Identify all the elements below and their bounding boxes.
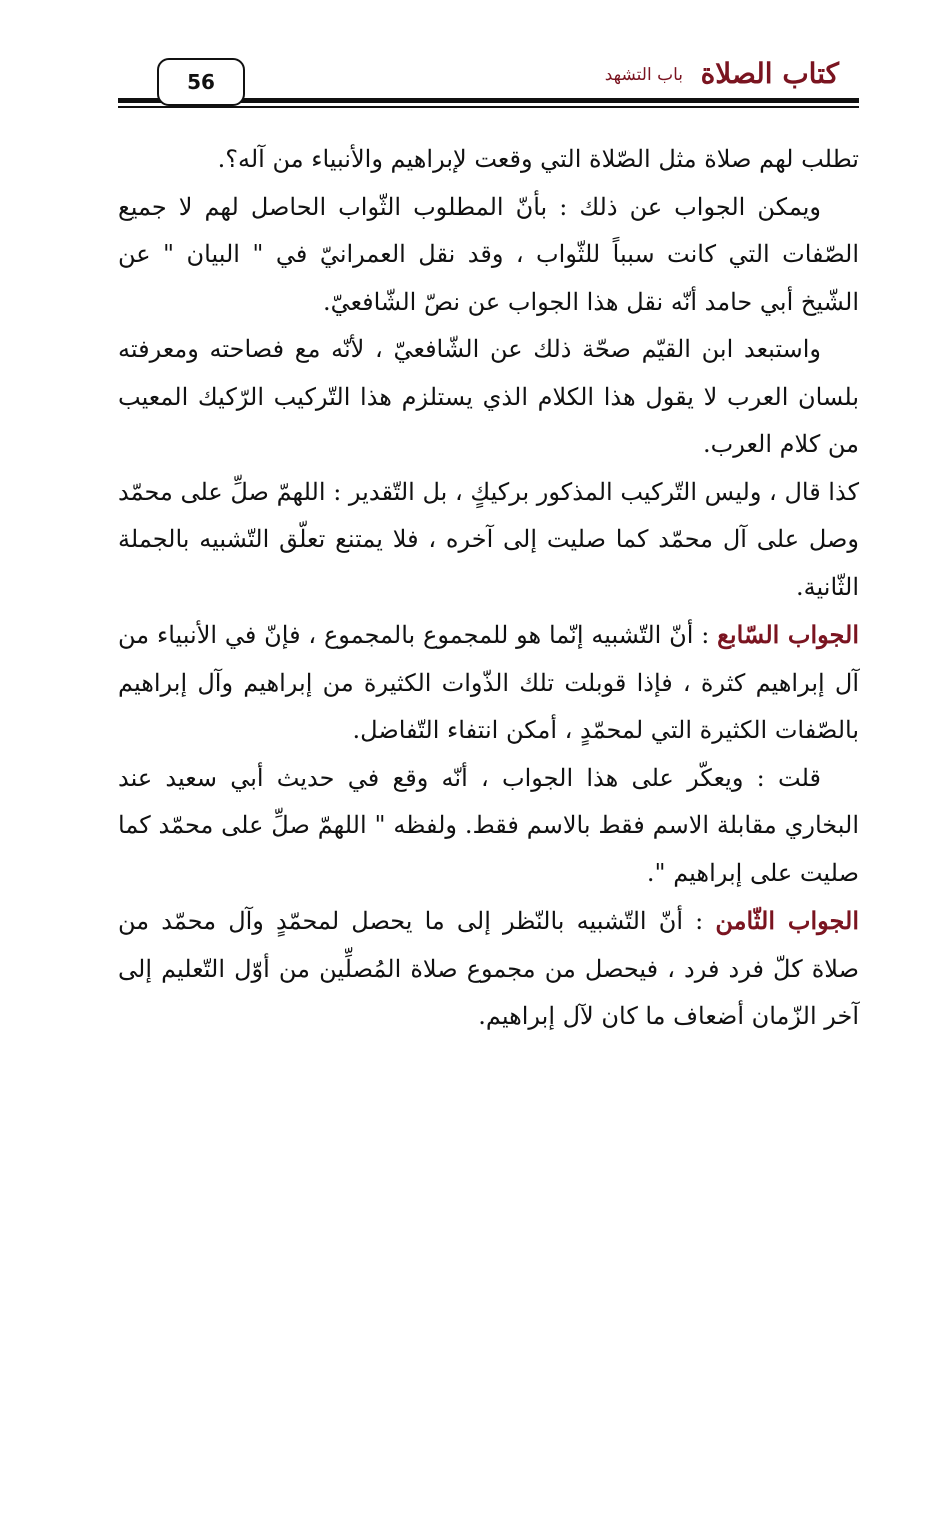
page-header <box>0 0 945 130</box>
paragraph-6-text: قلت : ويعكّر على هذا الجواب ، أنّه وقع في حديث أبي سعيد عند البخاري مقابلة الاسم فقط بالاسم فقط. ولفظه " اللهمّ صلِّ على محمّد كما صليت على إبراهيم ". <box>118 763 859 887</box>
page-number: 56 <box>187 70 215 94</box>
header-rule-thin <box>118 106 859 108</box>
answer-seven-label: الجواب السّابع <box>717 620 859 649</box>
book-title: كتاب الصلاة <box>700 57 839 90</box>
paragraph-2-text: ويمكن الجواب عن ذلك : بأنّ المطلوب الثّواب الحاصل لهم لا جميع الصّفات التي كانت سبباً للثّواب ، وقد نقل العمرانيّ في " البيان " عن الشّيخ أبي حامد أنّه نقل هذا الجواب عن نصّ الشّافعيّ. <box>118 192 859 316</box>
paragraph-2 <box>118 184 859 327</box>
paragraph-3-text: واستبعد ابن القيّم صحّة ذلك عن الشّافعيّ ، لأنّه مع فصاحته ومعرفته بلسان العرب لا يقول هذا الكلام الذي يستلزم هذا التّركيب الرّكيك المعيب من كلام العرب. <box>118 335 859 458</box>
answer-eight-label: الجواب الثّامن <box>715 906 859 935</box>
paragraph-4-text: كذا قال ، وليس التّركيب المذكور بركيكٍ ، بل التّقدير : اللهمّ صلِّ على محمّد وصل على آل محمّد كما صليت إلى آخره ، فلا يمتنع تعلّق التّشبيه بالجملة الثّانية. <box>118 477 859 601</box>
chapter-title: باب التشهد <box>604 65 683 85</box>
paragraph-5-text: : أنّ التّشبيه إنّما هو للمجموع بالمجموع ، فإنّ في الأنبياء من آل إبراهيم كثرة ، فإذا قوبلت تلك الذّوات الكثيرة من إبراهيم وآل إبراهيم بالصّفات الكثيرة التي لمحمّدٍ ، أمكن انتفاء التّفاضل. <box>118 621 859 744</box>
paragraph-3 <box>118 326 859 469</box>
paragraph-7 <box>118 897 859 1041</box>
paragraph-1-text: تطلب لهم صلاة مثل الصّلاة التي وقعت لإبراهيم والأنبياء من آله؟. <box>217 145 859 173</box>
page-body <box>118 136 859 1041</box>
paragraph-6 <box>118 755 859 898</box>
paragraph-1 <box>118 136 859 184</box>
page-number-box <box>157 58 245 106</box>
paragraph-4 <box>118 469 859 612</box>
paragraph-5 <box>118 611 859 755</box>
paragraph-7-text: : أنّ التّشبيه بالنّظر إلى ما يحصل لمحمّدٍ وآل محمّد من صلاة كلّ فرد فرد ، فيحصل من مجموع صلاة المُصلِّين من أوّل التّعليم إلى آخر الزّمان أضعاف ما كان لآل إبراهيم. <box>118 907 859 1030</box>
